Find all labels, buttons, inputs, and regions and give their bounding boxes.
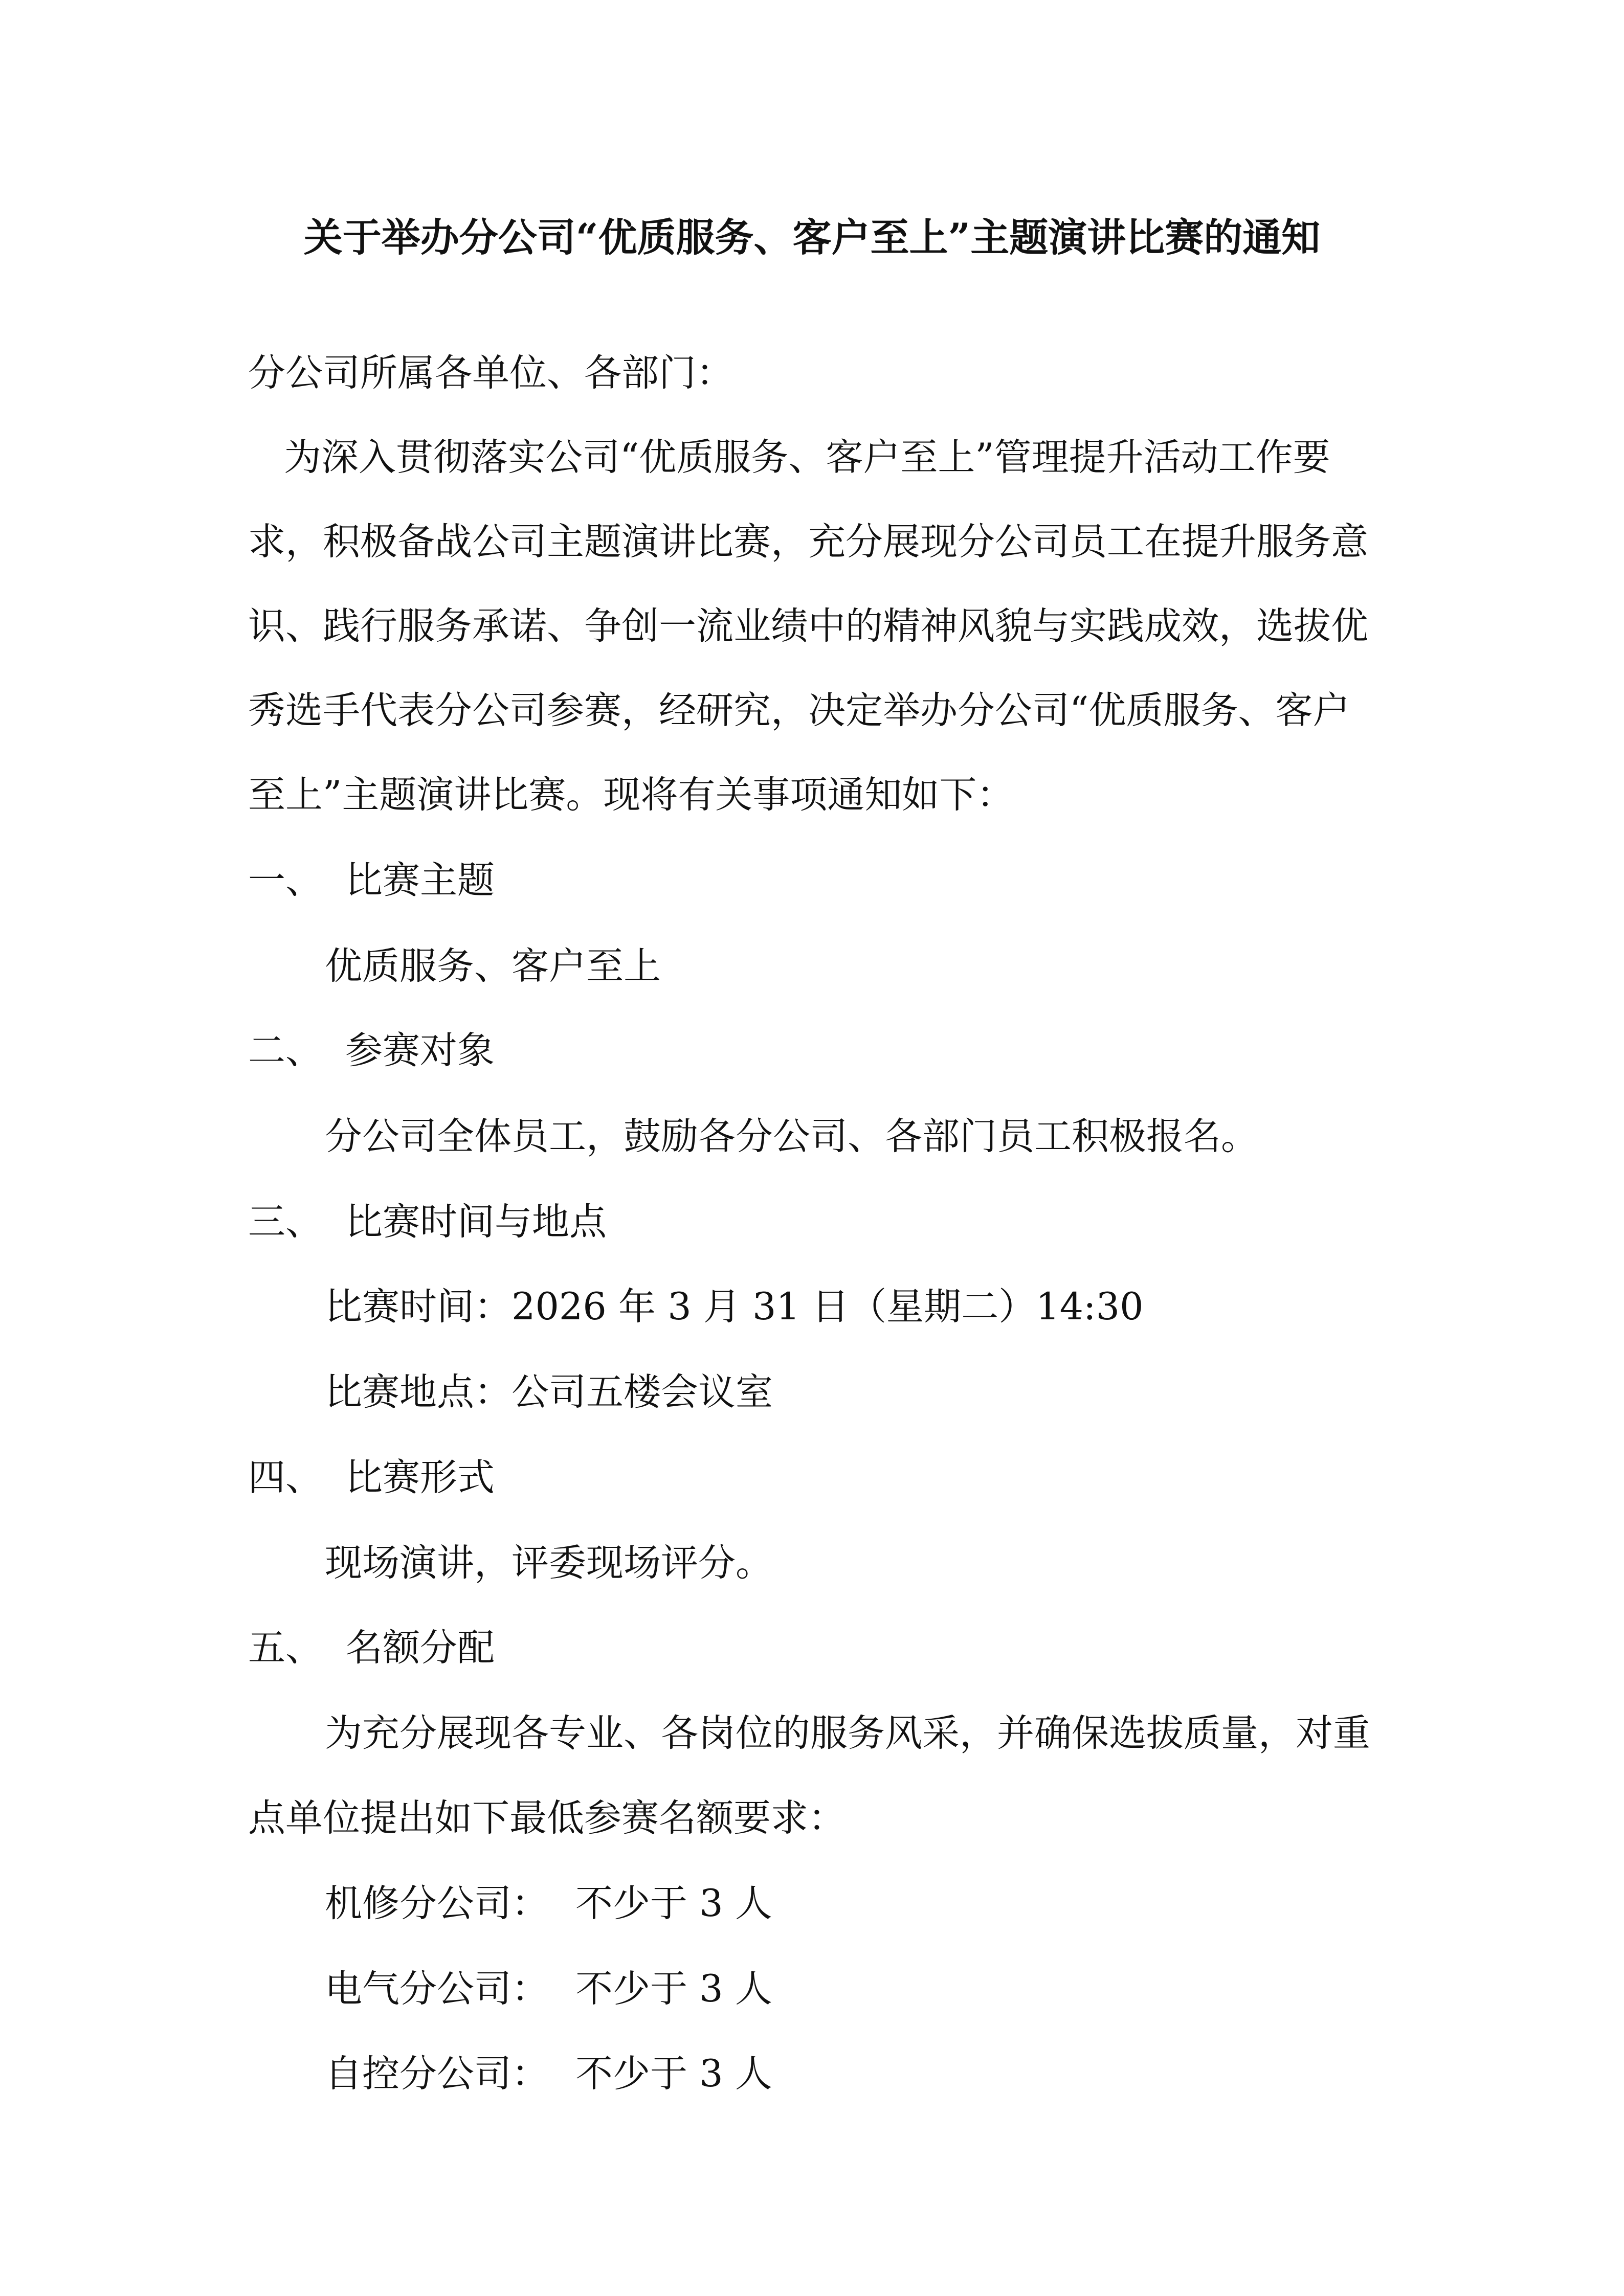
- intro-line-1: 为深入贯彻落实公司“优质服务、客户至上”管理提升活动工作要: [284, 436, 1330, 479]
- section-heading-3: [248, 1197, 607, 1248]
- section-title: 比赛主题: [345, 859, 495, 902]
- quota-row: [325, 2049, 772, 2100]
- quota-count: 不少于 3 人: [575, 2052, 772, 2096]
- salutation: 分公司所属各单位、各部门：: [248, 351, 733, 395]
- intro-line-5: 至上”主题演讲比赛。现将有关事项通知如下：: [248, 773, 1014, 817]
- section-body-1: 优质服务、客户至上: [325, 944, 661, 988]
- section-title: 名额分配: [345, 1626, 495, 1670]
- section-heading-2: [248, 1025, 495, 1076]
- quota-row: [325, 1964, 772, 2015]
- section-heading-4: [248, 1452, 495, 1503]
- section-number: 二、: [248, 1029, 323, 1072]
- section-title: 比赛形式: [345, 1456, 495, 1499]
- quota-unit: 电气分公司：: [325, 1967, 549, 2011]
- quota-count: 不少于 3 人: [575, 1882, 772, 1925]
- section-number: 五、: [248, 1626, 323, 1670]
- section-body-5-line-2: 点单位提出如下最低参赛名额要求：: [248, 1796, 846, 1840]
- section-body-4: 现场演讲，评委现场评分。: [325, 1541, 773, 1585]
- intro-line-3: 识、践行服务承诺、争创一流业绩中的精神风貌与实践成效，选拔优: [248, 604, 1368, 648]
- competition-time: 比赛时间：2026 年 3 月 31 日（星期二）14:30: [325, 1285, 1144, 1329]
- section-body-5-line-1: 为充分展现各专业、各岗位的服务风采，并确保选拔质量，对重: [325, 1712, 1370, 1755]
- intro-line-4: 秀选手代表分公司参赛，经研究，决定举办分公司“优质服务、客户: [248, 689, 1350, 732]
- section-number: 三、: [248, 1200, 323, 1244]
- quota-row: [325, 1878, 772, 1929]
- quota-count: 不少于 3 人: [575, 1967, 772, 2011]
- intro-line-2: 求，积极备战公司主题演讲比赛，充分展现分公司员工在提升服务意: [248, 520, 1368, 564]
- quota-unit: 自控分公司：: [325, 2052, 549, 2096]
- section-number: 一、: [248, 859, 323, 902]
- section-heading-5: [248, 1623, 495, 1674]
- quota-unit: 机修分公司：: [325, 1882, 549, 1925]
- section-body-2: 分公司全体员工，鼓励各分公司、各部门员工积极报名。: [325, 1115, 1258, 1158]
- section-title: 参赛对象: [345, 1029, 495, 1072]
- competition-place: 比赛地点：公司五楼会议室: [325, 1370, 773, 1414]
- section-heading-1: [248, 855, 495, 906]
- document-title: 关于举办分公司“优质服务、客户至上”主题演讲比赛的通知: [303, 215, 1321, 260]
- section-title: 比赛时间与地点: [345, 1200, 607, 1244]
- section-number: 四、: [248, 1456, 323, 1499]
